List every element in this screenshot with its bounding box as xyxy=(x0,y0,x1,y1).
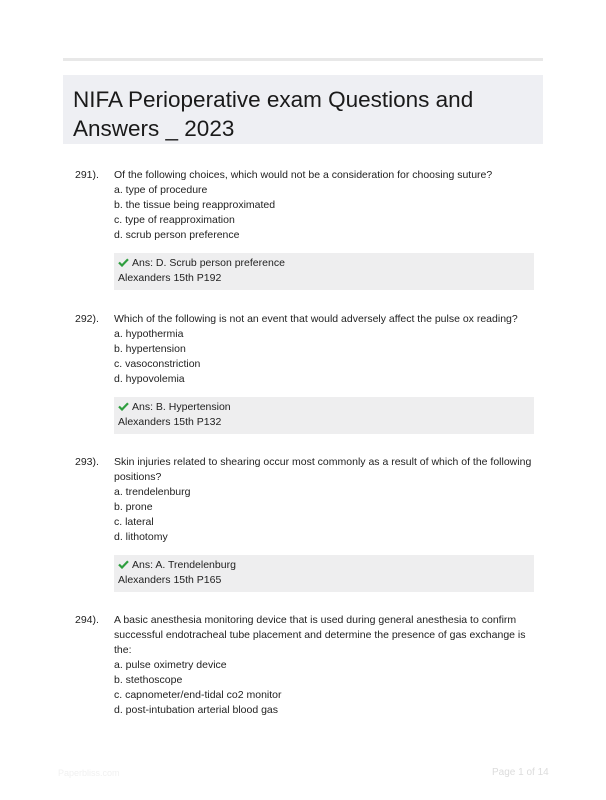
option-d: d. scrub person preference xyxy=(114,229,240,241)
question-number: 292). xyxy=(75,313,99,325)
answer-reference: Alexanders 15th P165 xyxy=(118,574,222,586)
option-a: a. pulse oximetry device xyxy=(114,659,227,671)
question-text: Which of the following is not an event that would adversely affect the pulse ox reading? xyxy=(114,313,518,325)
check-icon xyxy=(118,560,129,569)
option-c: c. lateral xyxy=(114,516,154,528)
option-d: d. post-intubation arterial blood gas xyxy=(114,704,279,716)
answer-text: Ans: B. Hypertension xyxy=(132,401,231,413)
option-c: c. vasoconstriction xyxy=(114,358,201,370)
option-a: a. type of procedure xyxy=(114,184,208,196)
question-body xyxy=(114,312,545,387)
question-291 xyxy=(75,168,545,290)
answer-box xyxy=(114,555,534,592)
option-d: d. hypovolemia xyxy=(114,373,185,385)
answer-reference: Alexanders 15th P132 xyxy=(118,416,222,428)
answer-reference: Alexanders 15th P192 xyxy=(118,272,222,284)
question-text: A basic anesthesia monitoring device that is used during general anesthesia to confirm successful endotracheal tube placement and determine the presence of gas exchange is the: xyxy=(114,614,526,656)
question-293 xyxy=(75,455,545,592)
question-body xyxy=(114,613,545,718)
question-body xyxy=(114,168,545,243)
option-b: b. the tissue being reapproximated xyxy=(114,199,276,211)
option-b: b. hypertension xyxy=(114,343,186,355)
check-icon xyxy=(118,402,129,411)
page-title: NIFA Perioperative exam Questions and Answers _ 2023 xyxy=(73,87,474,141)
option-b: b. stethoscope xyxy=(114,674,183,686)
option-a: a. trendelenburg xyxy=(114,486,191,498)
answer-box xyxy=(114,397,534,434)
top-divider xyxy=(63,58,543,61)
option-c: c. type of reapproximation xyxy=(114,214,235,226)
question-text: Of the following choices, which would not be a consideration for choosing suture? xyxy=(114,169,493,181)
option-a: a. hypothermia xyxy=(114,328,184,340)
question-body xyxy=(114,455,545,545)
question-text: Skin injuries related to shearing occur most commonly as a result of which of the following positions? xyxy=(114,456,532,483)
answer-box xyxy=(114,253,534,290)
answer-text: Ans: D. Scrub person preference xyxy=(132,257,285,269)
option-d: d. lithotomy xyxy=(114,531,168,543)
question-number: 291). xyxy=(75,169,99,181)
option-c: c. capnometer/end-tidal co2 monitor xyxy=(114,689,282,701)
page-number: Page 1 of 14 xyxy=(492,767,549,778)
question-number: 294). xyxy=(75,614,99,626)
title-banner xyxy=(63,75,543,144)
footer-watermark: Paperbliss.com xyxy=(58,768,120,778)
question-292 xyxy=(75,312,545,434)
option-b: b. prone xyxy=(114,501,153,513)
question-number: 293). xyxy=(75,456,99,468)
question-294 xyxy=(75,613,545,718)
answer-text: Ans: A. Trendelenburg xyxy=(132,559,236,571)
check-icon xyxy=(118,258,129,267)
